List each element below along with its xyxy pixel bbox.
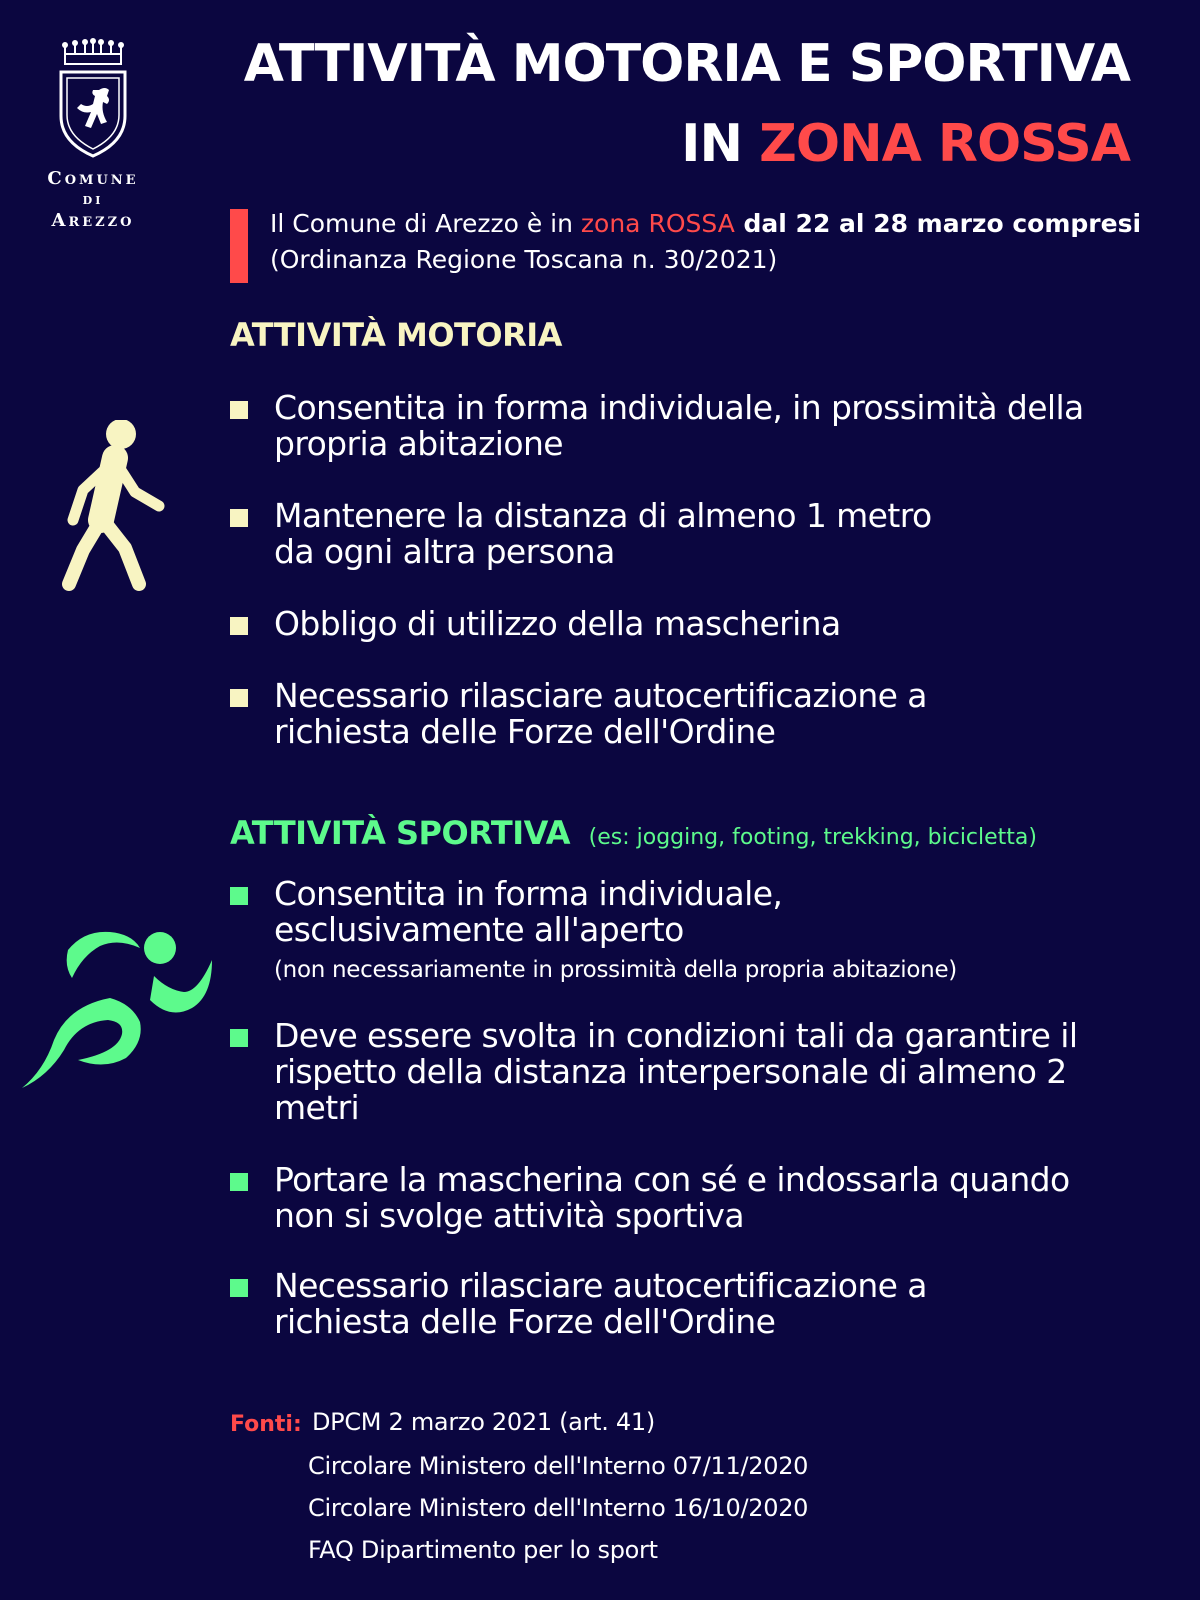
bullet-square-icon	[230, 1029, 248, 1047]
walking-person-icon	[55, 420, 175, 600]
title-line-2	[244, 104, 1130, 184]
logo-line-comune: Comune	[47, 168, 139, 189]
source-item: FAQ Dipartimento per lo sport	[308, 1536, 658, 1564]
bullet-square-icon	[230, 689, 248, 707]
item-text: Obbligo di utilizzo della mascherina	[274, 604, 841, 643]
bullet-square-icon	[230, 401, 248, 419]
source-item: DPCM 2 marzo 2021 (art. 41)	[312, 1408, 655, 1436]
item-text: Necessario rilasciare autocertificazione a richiesta delle Forze dell'Ordine	[274, 1266, 927, 1341]
intro-line-1	[270, 206, 1190, 242]
logo-line-arezzo: Arezzo	[51, 210, 135, 231]
source-item: Circolare Ministero dell'Interno 07/11/2020	[308, 1452, 809, 1480]
item-text: Necessario rilasciare autocertificazione a richiesta delle Forze dell'Ordine	[274, 676, 927, 751]
list-item	[230, 1268, 1170, 1340]
sources-label: Fonti:	[230, 1412, 302, 1437]
item-text: Mantenere la distanza di almeno 1 metro da ogni altra persona	[274, 496, 932, 571]
intro-part1: Il Comune di Arezzo è in	[270, 209, 581, 238]
list-item	[230, 390, 1170, 462]
intro-line-2: (Ordinanza Regione Toscana n. 30/2021)	[270, 245, 778, 274]
source-item: Circolare Ministero dell'Interno 16/10/2020	[308, 1494, 809, 1522]
title-prefix: IN	[681, 114, 743, 174]
intro-highlight: zona ROSSA	[580, 209, 735, 238]
intro-text	[270, 206, 1190, 278]
comune-logo	[28, 38, 158, 231]
bullet-square-icon	[230, 617, 248, 635]
motoria-heading: ATTIVITÀ MOTORIA	[230, 316, 562, 354]
list-item	[230, 606, 1170, 642]
item-text: Consentita in forma individuale, in prossimità della propria abitazione	[274, 388, 1084, 463]
title-highlight: ZONA ROSSA	[759, 114, 1130, 174]
list-item	[230, 1018, 1170, 1126]
comune-name	[28, 168, 158, 231]
list-item	[230, 876, 1170, 986]
list-item	[230, 1162, 1170, 1234]
bullet-square-icon	[230, 887, 248, 905]
sportiva-heading	[230, 814, 1037, 852]
coat-of-arms-icon	[55, 38, 131, 158]
running-person-icon	[18, 930, 218, 1110]
intro-accent-bar	[230, 209, 248, 283]
sportiva-examples: (es: jogging, footing, trekking, bicicletta)	[588, 825, 1037, 850]
bullet-square-icon	[230, 509, 248, 527]
item-text: Portare la mascherina con sé e indossarla quando non si svolge attività sportiva	[274, 1160, 1070, 1235]
page-title	[244, 24, 1130, 184]
bullet-square-icon	[230, 1173, 248, 1191]
list-item	[230, 678, 1170, 750]
sportiva-heading-text: ATTIVITÀ SPORTIVA	[230, 814, 570, 852]
bullet-square-icon	[230, 1279, 248, 1297]
logo-line-di: di	[82, 190, 104, 208]
item-subtext: (non necessariamente in prossimità della propria abitazione)	[274, 957, 957, 983]
intro-dates: dal 22 al 28 marzo compresi	[734, 209, 1142, 238]
list-item	[230, 498, 1170, 570]
item-text: Deve essere svolta in condizioni tali da garantire il rispetto della distanza interpersonale di almeno 2 metri	[274, 1016, 1078, 1127]
item-text: Consentita in forma individuale, esclusivamente all'aperto	[274, 874, 783, 949]
title-line-1: ATTIVITÀ MOTORIA E SPORTIVA	[243, 34, 1130, 94]
intro-notice	[230, 206, 1190, 278]
